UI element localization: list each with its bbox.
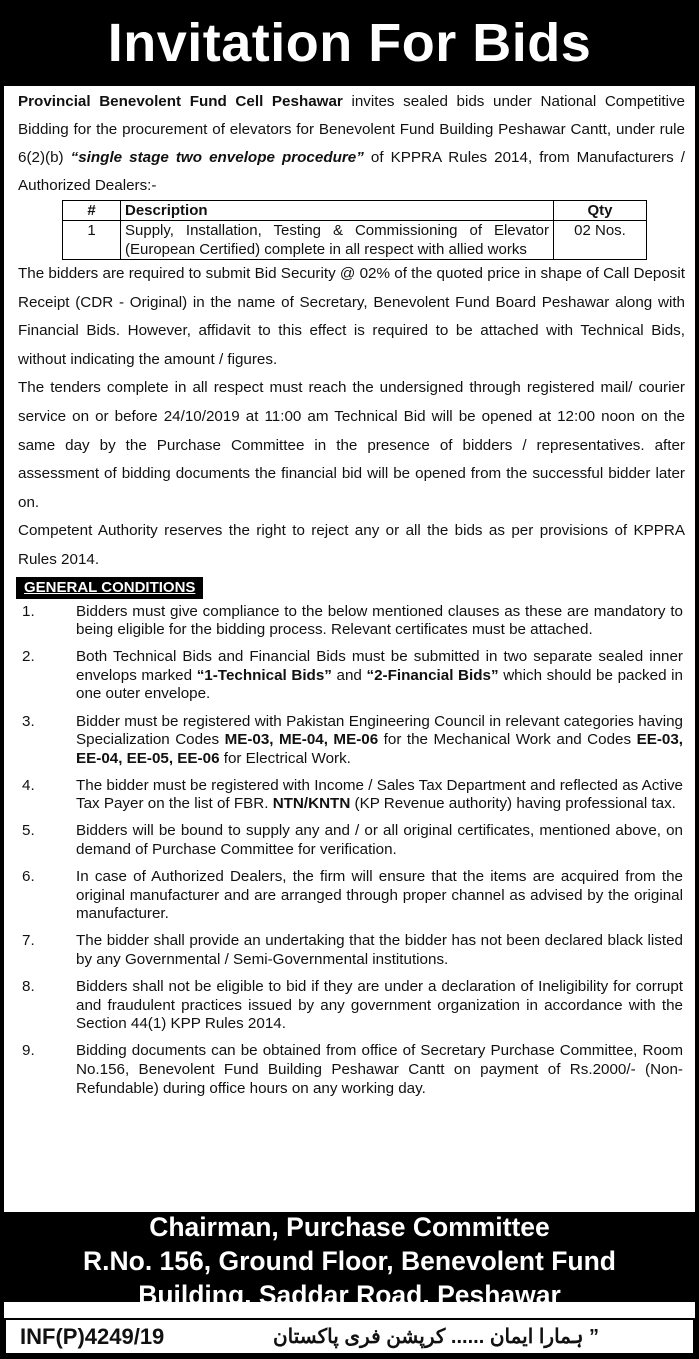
footer-line: R.No. 156, Ground Floor, Benevolent Fund	[83, 1246, 616, 1276]
intro-text-end: of KPPRA Rules 2014, from Manufacturers / Authorized Dealers:-	[18, 149, 685, 194]
urdu-slogan: ” ہمارا ایمان ...... کرپشن فری پاکستان	[272, 1326, 599, 1348]
cell-description: Supply, Installation, Testing & Commissioning of Elevator (European Certified) complete in all respect with allied works	[121, 221, 554, 260]
item-text: Bidding documents can be obtained from office of Secretary Purchase Committee, Room No.156, Benevolent Fund Building Peshawar Cantt on payment of Rs.2000/- (Non-Refundable) during office hours on any working day.	[76, 1042, 683, 1097]
conditions-list	[4, 599, 695, 1099]
table-row	[63, 221, 647, 260]
col-qty: Qty	[554, 201, 647, 221]
item-number: 2.	[22, 648, 35, 666]
list-item	[22, 822, 683, 859]
reference-strip	[4, 1318, 695, 1355]
submission-paragraph: The tenders complete in all respect must reach the undersigned through registered mail/ courier service on or before 24/10/2019 at 11:00 am Technical Bid will be opened at 12:00 noon on the same day by the Purchase Committee in the presence of bidders / representatives. after assessment of bidding documents the financial bid will be opened from the successful bidder later on.	[18, 379, 685, 511]
intro-paragraph	[4, 86, 695, 200]
procedure-name: “single stage two envelope procedure”	[70, 149, 364, 166]
item-text: Bidders shall not be eligible to bid if they are under a declaration of Ineligibility for corrupt and fraudulent practices issued by any government organization in accordance with the Section 44(1) KPP Rules 2014.	[76, 978, 683, 1033]
cell-number: 1	[63, 221, 121, 260]
list-item	[22, 868, 683, 924]
footer-line: Chairman, Purchase Committee	[149, 1212, 550, 1242]
authority-paragraph: Competent Authority reserves the right to reject any or all the bids as per provisions of KPPRA Rules 2014.	[18, 522, 685, 568]
table-header-row	[63, 201, 647, 221]
item-text: Both Technical Bids and Financial Bids must be submitted in two separate sealed inner envelops marked “1-Technical Bids” and “2-Financial Bids” which should be packed in one outer envelope.	[76, 648, 683, 703]
items-table	[62, 200, 647, 260]
item-text: The bidder must be registered with Income / Sales Tax Department and reflected as Active Tax Payer on the list of FBR. NTN/KNTN (KP Revenue authority) having professional tax.	[76, 776, 683, 813]
item-number: 4.	[22, 776, 35, 794]
list-item	[22, 777, 683, 814]
item-text: Bidders will be bound to supply any and / or all original certificates, mentioned above, on demand of Purchase Committee for verification.	[76, 822, 683, 859]
item-number: 3.	[22, 712, 35, 730]
cell-qty: 02 Nos.	[554, 221, 647, 260]
item-number: 1.	[22, 602, 35, 620]
list-item	[22, 713, 683, 769]
list-item	[22, 648, 683, 704]
list-item	[22, 932, 683, 969]
item-number: 6.	[22, 868, 35, 886]
conditions-heading: GENERAL CONDITIONS	[16, 577, 203, 599]
intro-text: invites sealed bids under National Competitive Bidding for the procurement of elevators for Benevolent Fund Building Peshawar Cantt, under rule 6(2)(b)	[18, 93, 686, 166]
col-description: Description	[121, 201, 554, 221]
item-text: The bidder shall provide an undertaking that the bidder has not been declared black listed by any Governmental / Semi-Governmental institutions.	[76, 932, 683, 969]
item-text: Bidders must give compliance to the below mentioned clauses as these are mandatory to being eligible for the bidding process. Relevant certificates must be attached.	[76, 602, 683, 639]
item-text: Bidder must be registered with Pakistan Engineering Council in relevant categories having Specialization Codes ME-03, ME-04, ME-06 for the Mechanical Work and Codes EE-03, EE-04, EE-05, EE-06 for Electrical Work.	[76, 712, 684, 767]
list-item	[22, 1042, 683, 1098]
reference-number: INF(P)4249/19	[20, 1323, 165, 1349]
item-number: 5.	[22, 822, 35, 840]
list-item	[22, 603, 683, 640]
item-text: In case of Authorized Dealers, the firm will ensure that the items are acquired from the original manufacturer and are arranged through proper channel as advised by the original manufacturer.	[76, 868, 683, 923]
footer-line: Building, Saddar Road, Peshawar	[138, 1280, 561, 1310]
contact-footer	[4, 1212, 695, 1310]
bid-security-paragraph: The bidders are required to submit Bid Security @ 02% of the quoted price in shape of Call Deposit Receipt (CDR - Original) in the name of Secretary, Benevolent Fund Board Peshawar along with Financial Bids. However, affidavit to this effect is required to be attached with Technical Bids, without indicating the amount / figures.	[18, 265, 685, 368]
item-number: 7.	[22, 932, 35, 950]
page-title: Invitation For Bids	[4, 0, 695, 86]
list-item	[22, 978, 683, 1034]
item-number: 9.	[22, 1042, 35, 1060]
col-number: #	[63, 201, 121, 221]
organization-name: Provincial Benevolent Fund Cell Peshawar	[18, 93, 343, 110]
item-number: 8.	[22, 978, 35, 996]
